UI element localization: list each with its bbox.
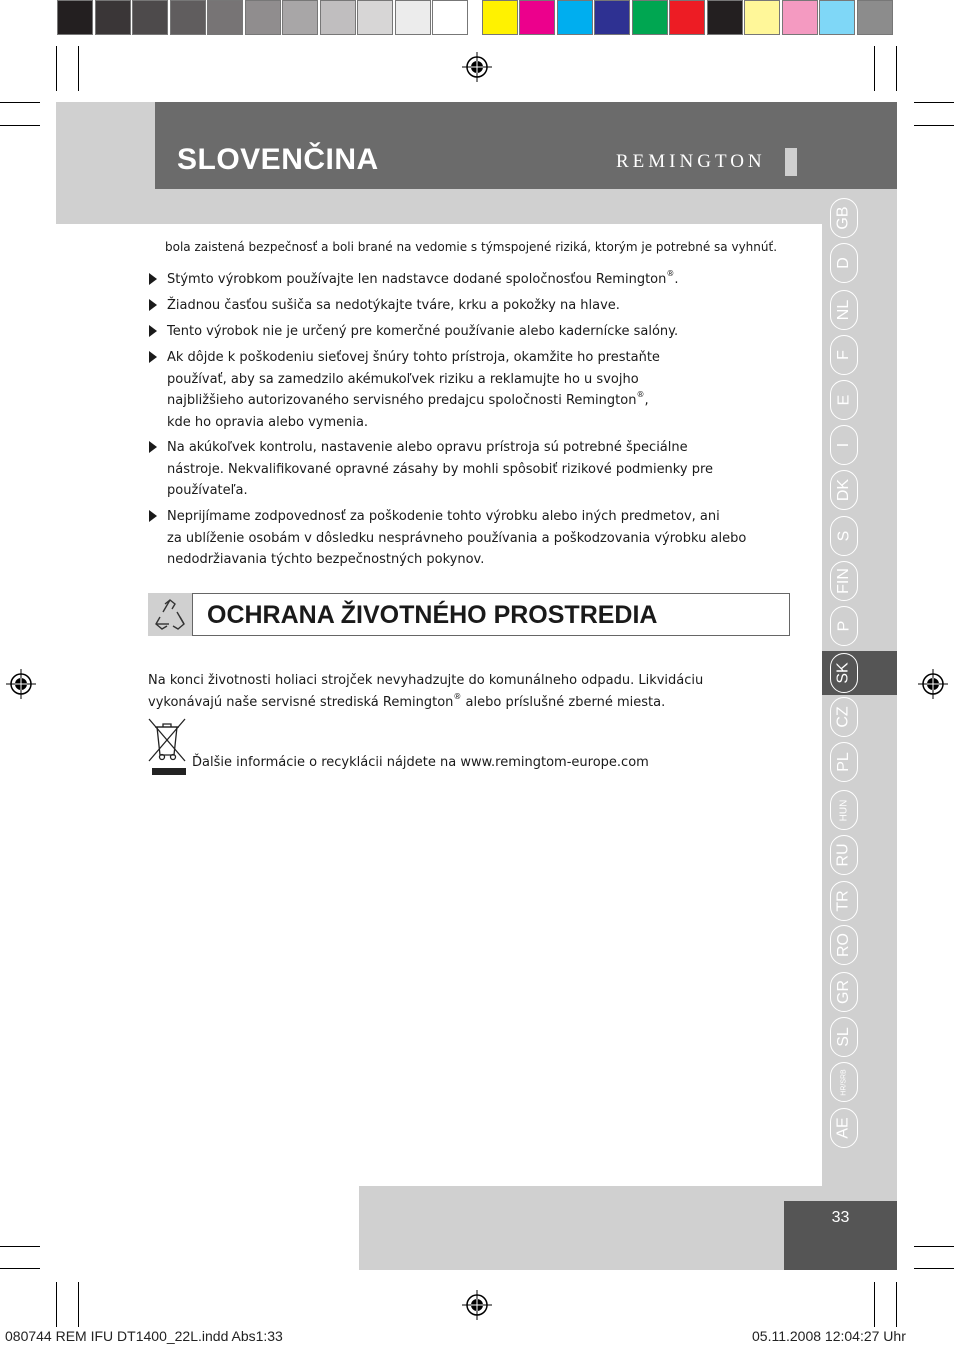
- tab-p[interactable]: [830, 606, 858, 646]
- tab-label: PL: [834, 752, 852, 772]
- bullet-text: nástroje. Nekvalifikované opravné zásahy by mohli spôsobiť rizikové podmienky pre: [167, 461, 713, 477]
- bullet-item: [167, 321, 678, 343]
- swatch-gap: [470, 0, 482, 39]
- crop-mark: [914, 1246, 954, 1247]
- bullet-line: [167, 549, 746, 571]
- recycle-icon-box: [148, 593, 193, 636]
- tab-sk[interactable]: [830, 653, 858, 693]
- bullet-item: [167, 295, 620, 317]
- gray-swatch: [395, 0, 431, 35]
- color-swatch: [707, 0, 743, 35]
- color-swatch: [782, 0, 818, 35]
- section-title: OCHRANA ŽIVOTNÉHO PROSTREDIA: [207, 601, 658, 629]
- tab-hr-srb[interactable]: [830, 1062, 858, 1102]
- tab-label: F: [835, 350, 852, 360]
- gray-swatch: [432, 0, 468, 35]
- tab-label: S: [834, 530, 852, 542]
- tab-label: GB: [835, 206, 852, 230]
- bullet-line: [167, 390, 660, 412]
- color-swatch: [594, 0, 630, 35]
- tab-label: AE: [835, 1117, 852, 1139]
- tab-sl[interactable]: [830, 1017, 858, 1057]
- tab-label: RO: [835, 933, 852, 957]
- gray-swatch: [320, 0, 356, 35]
- bullet-line: [167, 459, 713, 481]
- tab-nl[interactable]: [830, 290, 858, 330]
- bullet-line: [167, 347, 660, 369]
- bullet-arrow-icon: [149, 299, 157, 311]
- bullet-text: používať, aby sa zamedzilo akémukoľvek riziku a reklamujte ho u svojho: [167, 371, 639, 387]
- registration-mark-icon: [918, 669, 948, 699]
- tab-pl[interactable]: [830, 742, 858, 782]
- bullet-text: najbližšieho autorizovaného servisného predajcu spoločnosti Remington: [167, 393, 637, 408]
- intro-line: bola zaistená bezpečnosť a boli brané na vedomie s týmspojené riziká, ktorým je potrebné sa vyhnúť.: [165, 240, 778, 254]
- tab-label: FIN: [835, 568, 852, 594]
- color-swatch: [819, 0, 855, 35]
- disposal-line-2: vykonávajú naše servisné strediská Remington® alebo príslušné zberné miesta.: [148, 691, 666, 710]
- registration-mark-icon: [462, 1290, 492, 1320]
- crop-mark: [0, 1268, 40, 1269]
- crop-mark: [78, 1282, 79, 1327]
- color-swatch: [519, 0, 555, 35]
- bullet-text: Tento výrobok nie je určený pre komerčné používanie alebo kadernícke salóny.: [167, 324, 679, 339]
- crop-mark: [0, 102, 40, 103]
- crop-mark: [56, 46, 57, 91]
- tab-label: GR: [835, 980, 852, 1004]
- tab-ae[interactable]: [830, 1108, 858, 1148]
- crop-mark: [78, 46, 79, 91]
- gray-swatch: [170, 0, 206, 35]
- bullet-line: [167, 269, 679, 291]
- bullet-arrow-icon: [149, 351, 157, 363]
- gray-swatch: [207, 0, 243, 35]
- bullet-arrow-icon: [149, 510, 157, 522]
- gray-swatch: [245, 0, 281, 35]
- tab-label: HUN: [838, 799, 850, 821]
- gray-swatch: [282, 0, 318, 35]
- tab-label: DK: [834, 478, 852, 502]
- bullet-item: [167, 269, 679, 291]
- tab-label: D: [835, 257, 852, 269]
- tab-label: HR/SRB: [840, 1068, 848, 1096]
- color-swatch: [482, 0, 518, 35]
- tab-label: NL: [834, 299, 852, 321]
- tab-gb[interactable]: [830, 198, 858, 238]
- tab-ro[interactable]: [830, 925, 858, 965]
- bullet-item: [167, 437, 713, 502]
- punctuation: ,: [644, 393, 649, 408]
- punctuation: .: [674, 272, 679, 287]
- gray-swatch: [132, 0, 168, 35]
- tab-tr[interactable]: [830, 881, 858, 921]
- brand-logo: REMINGTON: [616, 151, 766, 172]
- bullet-text: Neprijímame zodpovednosť za poškodenie tohto výrobku alebo iných predmetov, ani: [167, 509, 720, 524]
- crop-mark: [896, 46, 897, 91]
- gray-swatch: [357, 0, 393, 35]
- bullet-text: kde ho opravia alebo vymenia.: [167, 414, 369, 430]
- bullet-arrow-icon: [149, 273, 157, 285]
- crop-mark: [896, 1282, 897, 1327]
- tab-label: SK: [835, 662, 852, 684]
- page-title: SLOVENČINA: [177, 143, 379, 176]
- recycling-info: Ďalšie informácie o recyklácii nájdete na www.remingtom-europe.com: [192, 755, 649, 770]
- bullet-line: [167, 480, 713, 502]
- gray-swatch: [95, 0, 131, 35]
- registered-mark: ®: [666, 269, 675, 278]
- page-number: 33: [831, 1209, 850, 1226]
- tab-i[interactable]: [830, 425, 858, 465]
- tab-dk[interactable]: [830, 470, 858, 510]
- bullet-text: Stýmto výrobkom používajte len nadstavce dodané spoločnosťou Remington: [167, 272, 667, 287]
- crop-mark: [0, 125, 40, 126]
- color-swatch: [744, 0, 780, 35]
- tab-e[interactable]: [830, 380, 858, 420]
- tab-label: RU: [834, 843, 852, 867]
- disposal-line-1: Na konci životnosti holiaci strojček nevyhadzujte do komunálneho odpadu. Likvidáciu: [148, 673, 704, 688]
- tab-d[interactable]: [830, 243, 858, 283]
- crop-mark: [0, 1246, 40, 1247]
- print-slug-file: 080744 REM IFU DT1400_22L.indd Abs1:33: [5, 1328, 283, 1344]
- gray-swatch: [57, 0, 93, 35]
- bullet-line: [167, 437, 713, 459]
- tab-f[interactable]: [830, 335, 858, 375]
- crop-mark: [914, 1268, 954, 1269]
- bullet-line: [167, 506, 746, 528]
- bullet-item: [167, 506, 746, 571]
- crossed-bin-icon: [147, 717, 187, 777]
- bullet-arrow-icon: [149, 441, 157, 453]
- bullet-line: [167, 321, 678, 343]
- bullet-text: Žiadnou časťou sušiča sa nedotýkajte tváre, krku a pokožky na hlave.: [167, 298, 620, 313]
- crop-mark: [874, 46, 875, 91]
- tab-gr[interactable]: [830, 972, 858, 1012]
- bullet-text: nedodržiavania týchto bezpečnostných pokynov.: [167, 552, 485, 567]
- crop-mark: [874, 1282, 875, 1327]
- tab-ru[interactable]: [830, 835, 858, 875]
- tab-label: CZ: [834, 706, 852, 728]
- crop-mark: [914, 102, 954, 103]
- tab-hun[interactable]: [830, 790, 858, 830]
- color-swatch: [857, 0, 893, 35]
- recycle-icon: [152, 597, 188, 633]
- bullet-line: [167, 412, 660, 434]
- bullet-line: [167, 295, 620, 317]
- crop-mark: [56, 1282, 57, 1327]
- bullet-line: [167, 369, 660, 391]
- color-swatch: [632, 0, 668, 35]
- bullet-text: Ak dôjde k poškodeniu sieťovej šnúry tohto prístroja, okamžite ho prestaňte: [167, 350, 660, 365]
- bullet-text: používateľa.: [167, 483, 248, 498]
- tab-label: P: [834, 620, 852, 632]
- registration-mark-icon: [6, 669, 36, 699]
- print-slug-date: 05.11.2008 12:04:27 Uhr: [752, 1328, 906, 1344]
- tab-label: E: [834, 394, 852, 406]
- registered-mark: ®: [636, 390, 645, 399]
- color-swatch: [669, 0, 705, 35]
- bullet-text: Na akúkoľvek kontrolu, nastavenie alebo opravu prístroja sú potrebné špeciálne: [167, 440, 688, 455]
- bullet-item: [167, 347, 660, 433]
- bullet-text: za ublíženie osobám v dôsledku nesprávneho používania a poškodzovania výrobku alebo: [167, 530, 747, 546]
- tab-label: TR: [834, 890, 852, 912]
- crop-mark: [914, 125, 954, 126]
- tab-s[interactable]: [830, 516, 858, 556]
- disposal-paragraph: [148, 670, 703, 713]
- brand-square: [785, 148, 797, 176]
- tab-label: I: [834, 442, 852, 448]
- tab-cz[interactable]: [830, 697, 858, 737]
- bullet-line: [167, 528, 746, 550]
- color-calibration-bar: [57, 0, 894, 39]
- tab-fin[interactable]: [830, 561, 858, 601]
- registration-mark-icon: [462, 52, 492, 82]
- tab-label: SL: [834, 1027, 852, 1047]
- bullet-arrow-icon: [149, 325, 157, 337]
- color-swatch: [557, 0, 593, 35]
